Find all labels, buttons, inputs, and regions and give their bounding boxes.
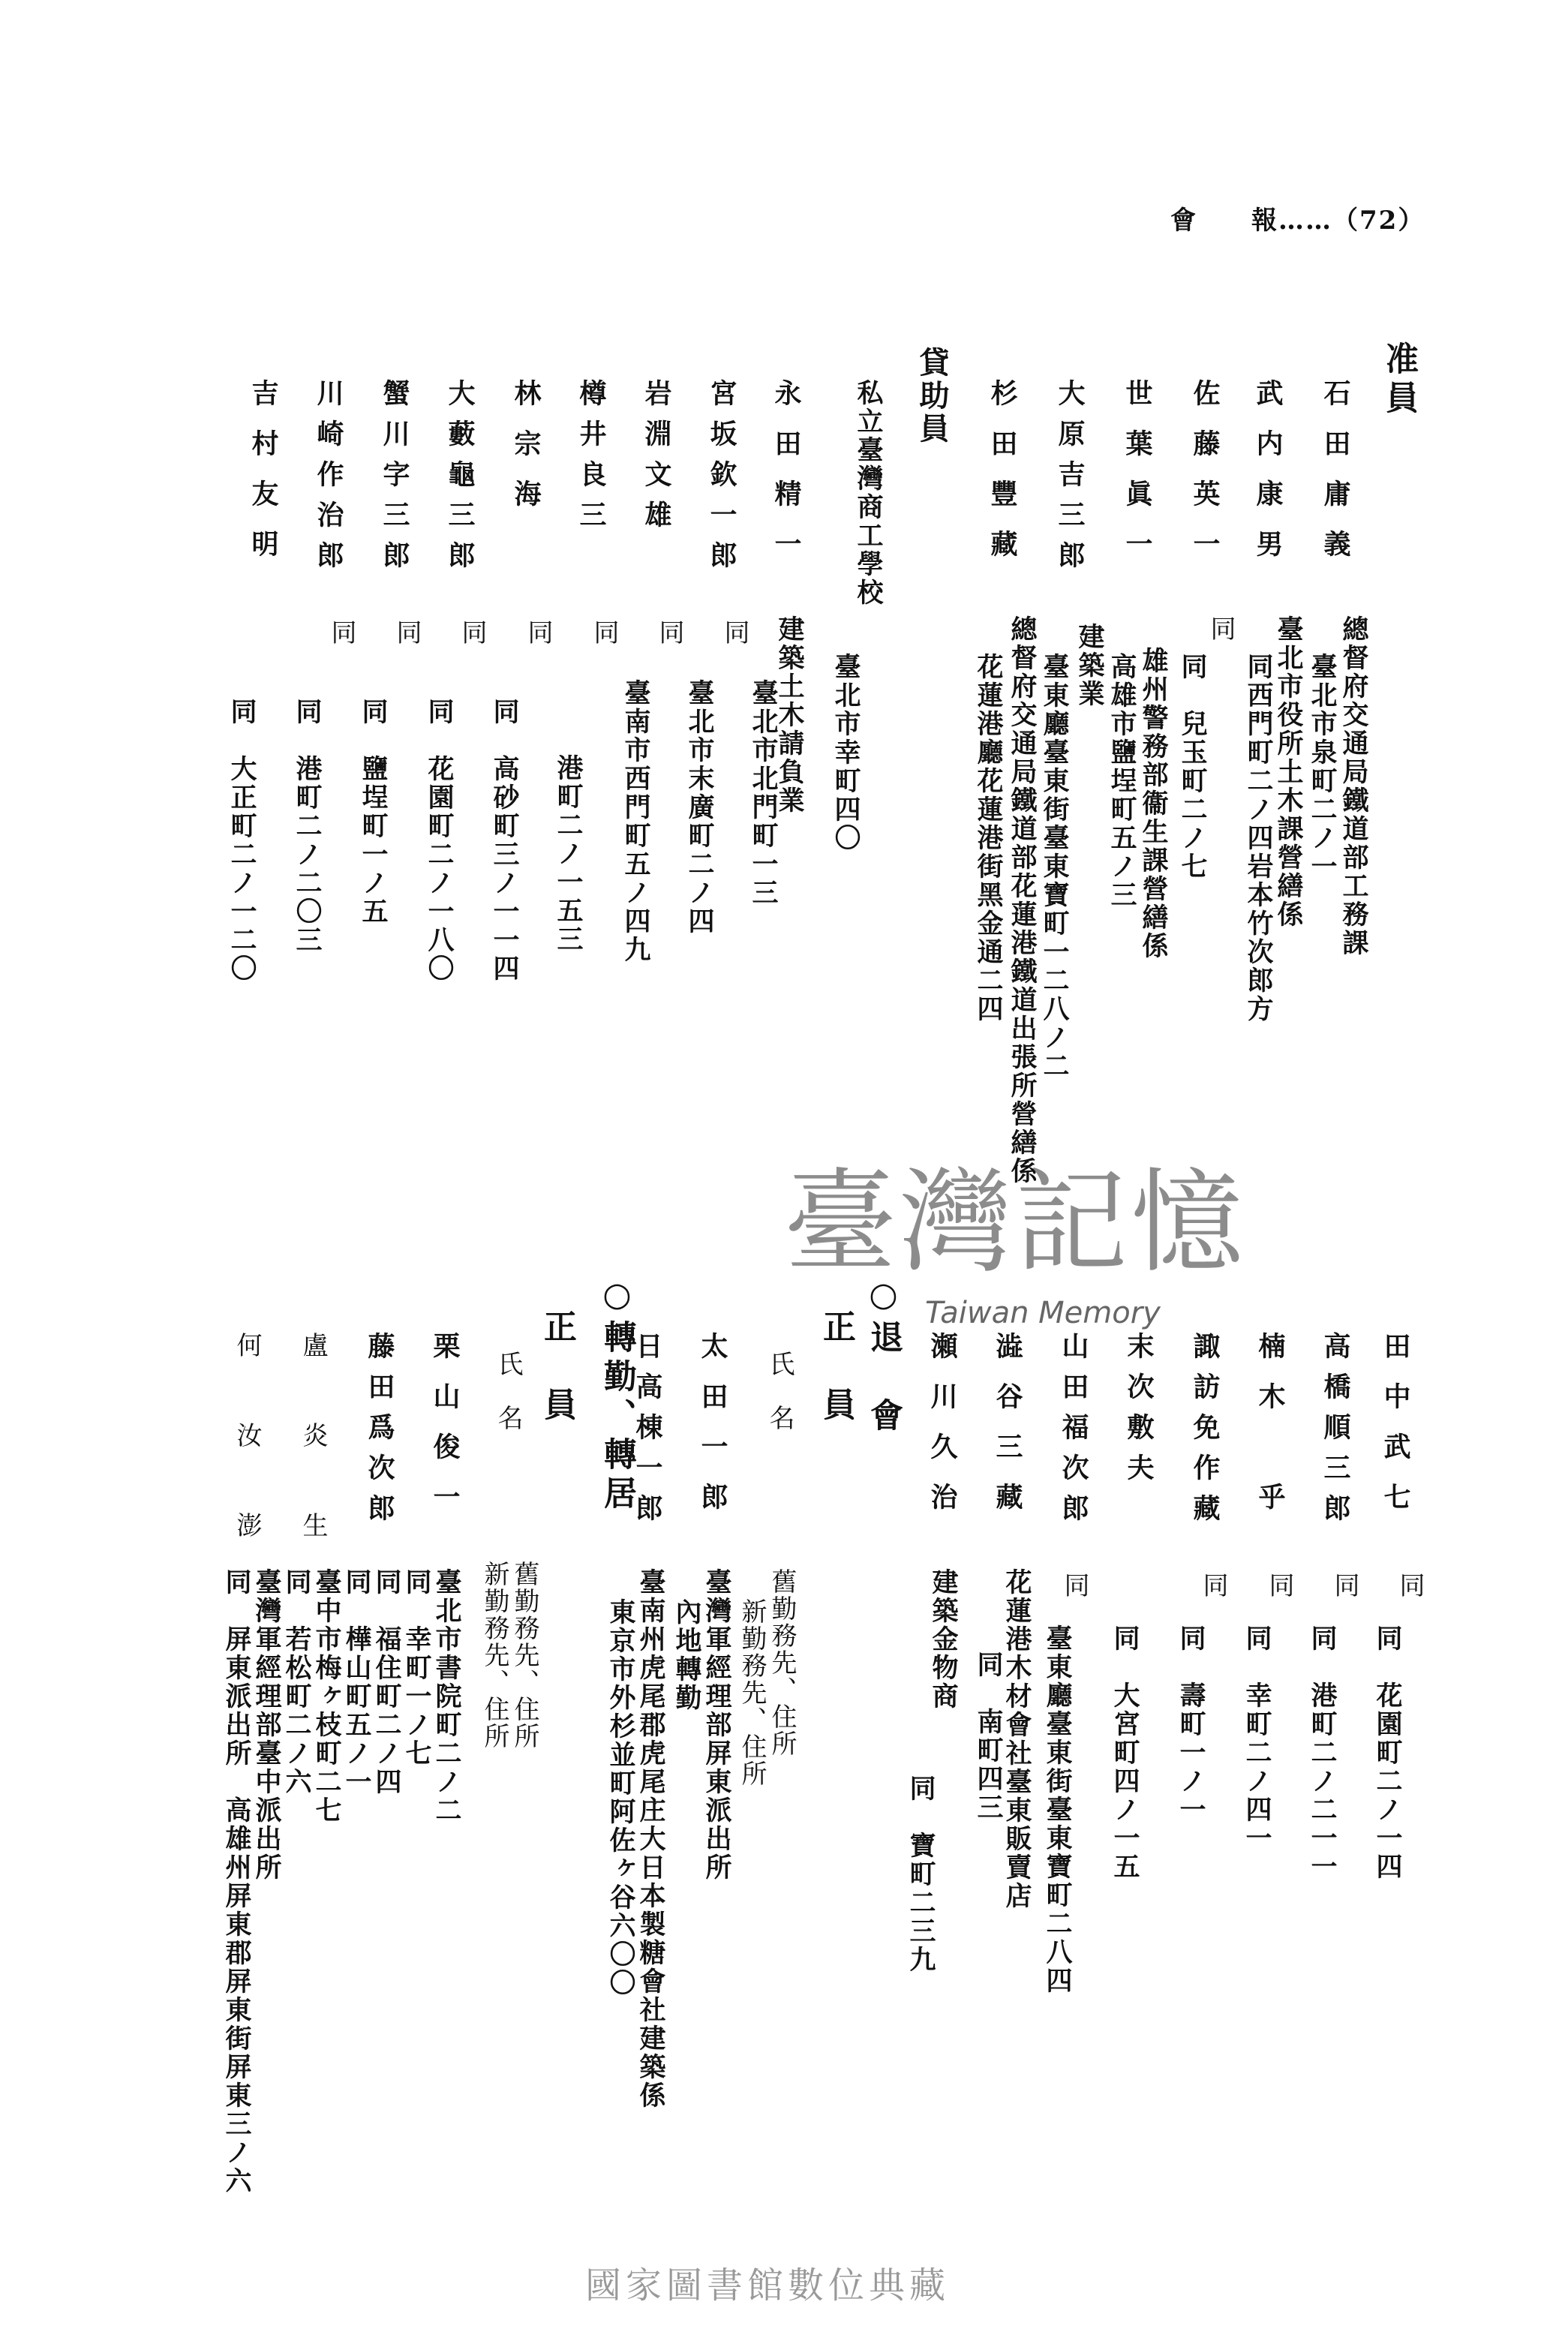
address-entry: 同 兒玉町二ノ七: [1177, 653, 1208, 881]
watermark-english: Taiwan Memory: [925, 1296, 1161, 1330]
column-header-new: 新勤務先、住所: [737, 1598, 767, 1787]
address-entry: 同 花園町二ノ一四: [1372, 1624, 1403, 1881]
address-entry: 同 港町二ノ二一一: [1307, 1624, 1338, 1881]
address-entry: 同 花園町二ノ一八〇: [424, 698, 455, 983]
old-workplace-entry: 臺灣軍經理部屏東派出所: [701, 1568, 732, 1882]
name-entry: 吉村友明: [248, 379, 279, 580]
column-header-name: 氏 名: [764, 1351, 795, 1432]
workplace-entry: 花蓮港木材會社臺東販賣店: [1002, 1568, 1032, 1910]
workplace-entry: 建築業: [1074, 623, 1105, 708]
address-entry: 同 大宮町四ノ一五: [1110, 1624, 1140, 1881]
address-entry: 同 南町四三: [973, 1651, 1004, 1822]
workplace-entry: 同: [523, 619, 553, 646]
name-entry: 盧 炎 生: [298, 1332, 328, 1557]
workplace-entry: 同: [457, 619, 487, 646]
name-entry: 川崎作治郎: [313, 379, 344, 582]
workplace-entry: 總督府交通局鐵道部花蓮港鐵道出張所營繕係: [1007, 615, 1038, 1186]
name-entry: 藤田爲次郎: [364, 1332, 395, 1534]
footer-archive-label: 國家圖書館數位典藏: [585, 2264, 951, 2306]
address-entry: 高雄市鹽埕町五ノ三: [1107, 653, 1137, 909]
name-entry: 澁谷三藏: [992, 1332, 1023, 1533]
workplace-entry: 同: [392, 619, 422, 646]
name-entry: 永田精一: [770, 379, 802, 580]
workplace-entry: 同: [654, 619, 684, 646]
new-address-entry: 同 若松町二ノ六: [281, 1568, 312, 1796]
workplace-entry: 建築土木請負業: [774, 615, 805, 815]
old-workplace-entry: 臺南州虎尾郡虎尾庄大日本製糖會社建築係: [635, 1568, 666, 2110]
name-entry: 何 汝 澎: [232, 1332, 262, 1557]
name-entry: 私立臺灣商工學校: [853, 379, 884, 607]
name-entry: 武内康男: [1252, 379, 1284, 580]
address-entry: 花蓮港廳花蓮港街黑金通二四: [973, 653, 1004, 1023]
workplace-entry: 同: [719, 619, 749, 646]
name-entry: 大原吉三郎: [1054, 379, 1086, 582]
new-address-entry: 臺灣軍經理部臺中派出所: [251, 1568, 282, 1882]
old-address-entry: 同 樺山町五ノ一: [341, 1568, 372, 1796]
section-title-junin: 准員: [1380, 341, 1418, 419]
name-entry: 日高棟一郎: [632, 1332, 663, 1534]
name-entry: 太田一郎: [697, 1332, 728, 1533]
new-workplace-entry: 內地轉勤: [671, 1598, 702, 1712]
section-title-seiin: 正 員: [817, 1309, 855, 1426]
address-entry: 臺北市泉町二ノ一: [1307, 653, 1338, 881]
new-address-entry: 同 屏東派出所 高雄州屏東郡屏東街屏東三ノ六: [221, 1568, 252, 2195]
name-entry: 栗山俊一: [429, 1332, 461, 1533]
address-entry: 同 高砂町三ノ一一四: [489, 698, 520, 983]
workplace-entry: 同: [1395, 1572, 1425, 1599]
name-entry: 高橋順三郎: [1320, 1332, 1351, 1534]
workplace-entry: 總督府交通局鐵道部工務課: [1338, 615, 1369, 957]
column-header-name: 氏 名: [493, 1351, 523, 1432]
name-entry: 杉田豐藏: [987, 379, 1018, 580]
workplace-entry: 同: [1264, 1572, 1294, 1599]
name-entry: 瀬川久治: [927, 1332, 958, 1533]
workplace-entry: 同: [1198, 1572, 1228, 1599]
name-entry: 蟹川字三郎: [379, 379, 410, 582]
name-entry: 世葉眞一: [1122, 379, 1153, 580]
address-entry: 同西門町二ノ四岩本竹次郎方: [1243, 653, 1274, 1023]
workplace-entry: 建築金物商: [928, 1568, 959, 1711]
name-entry: 石田庸義: [1320, 379, 1351, 580]
address-entry: 同 壽町一ノ一: [1176, 1624, 1206, 1824]
name-entry: 山田福次郎: [1058, 1332, 1089, 1534]
section-title-retire: ○退 會: [864, 1276, 903, 1437]
address-entry: 臺東廳臺東街臺東寶町二八四: [1042, 1624, 1073, 1995]
workplace-entry: 同: [1329, 1572, 1359, 1599]
address-entry: 臺南市西門町五ノ四九: [620, 679, 651, 964]
old-address-entry: 同 幸町一ノ七: [401, 1568, 432, 1768]
section-title-seiin-2: 正 員: [538, 1309, 576, 1426]
address-entry: 同 港町二ノ二〇三: [292, 698, 323, 954]
column-header-new: 新勤務先、住所: [479, 1561, 509, 1750]
name-entry: 楠木 乎: [1254, 1332, 1286, 1533]
workplace-entry: 同: [1059, 1572, 1089, 1599]
name-entry: 末次敷夫: [1123, 1332, 1155, 1494]
address-entry: 同 鹽埕町一ノ五: [358, 698, 389, 926]
workplace-entry: 同: [589, 619, 619, 646]
name-entry: 樽井良三: [575, 379, 607, 541]
workplace-entry: 臺北市役所土木課營繕係: [1273, 615, 1304, 929]
watermark-chinese: 臺灣記憶: [784, 1158, 1247, 1288]
name-entry: 林宗海: [510, 379, 542, 530]
workplace-entry: 同: [1206, 615, 1236, 642]
name-entry: 諏訪免作藏: [1189, 1332, 1221, 1534]
address-entry: 臺北市幸町四〇: [831, 653, 861, 852]
name-entry: 佐藤英一: [1189, 379, 1221, 580]
old-address-entry: 臺北市書院町二ノ二: [431, 1568, 462, 1825]
column-header-old: 舊勤務先、住所: [509, 1561, 539, 1750]
page-header: 會 報……（72）: [1170, 206, 1425, 236]
watermark: [784, 1158, 1279, 1332]
address-entry: 臺東廳臺東街臺東寶町一二八ノ二: [1039, 653, 1070, 1080]
address-entry: 臺北市末廣町二ノ四: [684, 679, 715, 936]
section-title-kashisuke: 貸助員: [915, 347, 950, 446]
address-entry: 同 幸町二ノ四一: [1242, 1624, 1272, 1853]
column-header-old: 舊勤務先、住所: [767, 1568, 797, 1757]
workplace-entry: 同: [326, 619, 356, 646]
new-address-entry: 臺中市梅ヶ枝町二七: [311, 1568, 342, 1825]
name-entry: 岩淵文雄: [641, 379, 672, 541]
new-workplace-entry: 東京市外杉並町阿佐ヶ谷六〇〇: [605, 1598, 636, 1997]
address-entry: 臺北市北門町一三: [748, 679, 779, 907]
name-entry: 宮坂欽一郎: [706, 379, 737, 582]
address-entry: 同 大正町二ノ一二〇: [227, 698, 257, 983]
old-address-entry: 同 福住町二ノ四: [371, 1568, 402, 1796]
workplace-entry: 雄州警務部衞生課營繕係: [1138, 647, 1169, 960]
section-title-transfer: ○轉勤、轉居: [598, 1276, 636, 1515]
name-entry: 田中武七: [1380, 1332, 1411, 1533]
address-entry: 同 寶町二三九: [906, 1775, 936, 1974]
name-entry: 大藪龜三郎: [444, 379, 476, 582]
address-entry: 港町二ノ一五三: [553, 754, 584, 954]
